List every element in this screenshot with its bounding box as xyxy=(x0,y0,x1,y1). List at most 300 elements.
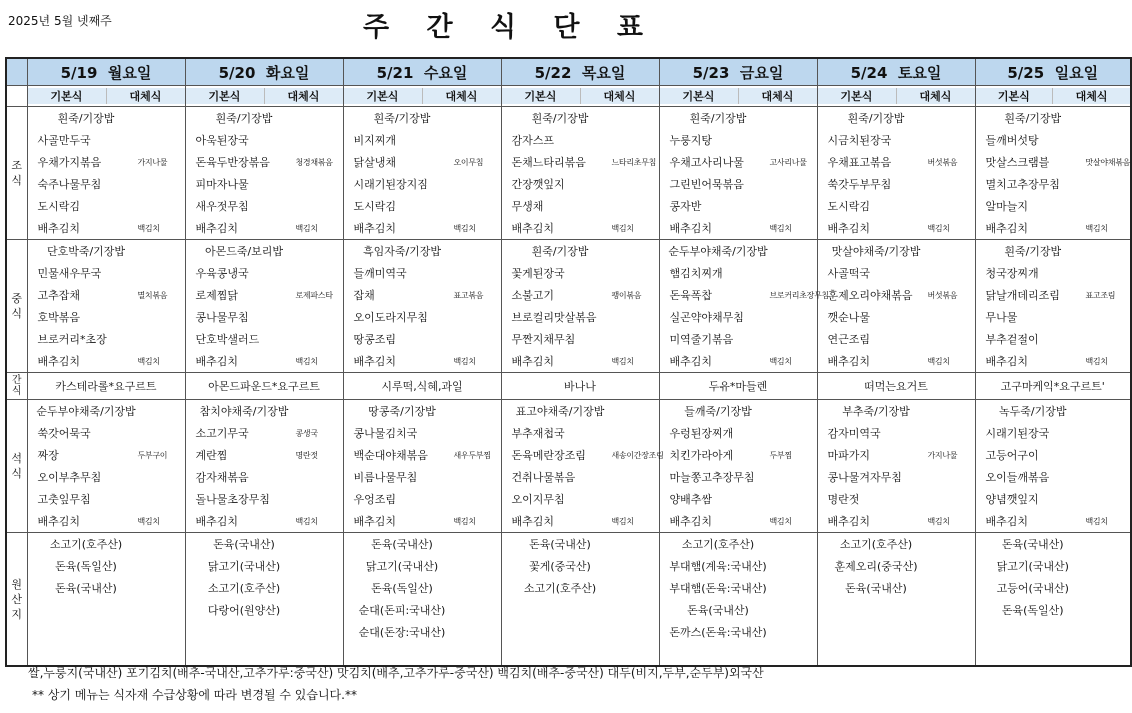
menu-cell xyxy=(659,306,817,328)
basic-dish: 돈채느타리볶음 xyxy=(511,156,586,169)
alt-dish: 두부구이 xyxy=(137,450,168,460)
menu-cell xyxy=(659,328,817,350)
basic-label: 기본식 xyxy=(818,88,896,104)
basic-dish: 연근조림 xyxy=(827,333,871,346)
basic-dish: 콩자반 xyxy=(669,200,702,213)
basic-label: 기본식 xyxy=(28,88,106,104)
origin-cell xyxy=(817,577,975,599)
porridge-item: 순두부야채죽/기장밥 xyxy=(36,405,136,418)
menu-cell xyxy=(185,510,343,533)
menu-cell xyxy=(501,217,659,240)
menu-cell xyxy=(185,306,343,328)
alt-dish: 콩생국 xyxy=(295,428,318,438)
origin-cell xyxy=(343,599,501,621)
menu-cell xyxy=(975,262,1131,284)
basic-dish: 도시락김 xyxy=(827,200,871,213)
origin-cell xyxy=(27,577,185,599)
date-header xyxy=(659,58,817,86)
basic-dish: 오이부추무침 xyxy=(37,471,102,484)
menu-cell xyxy=(27,444,185,466)
origin-cell xyxy=(659,621,817,643)
origin-item: 부대햄(돈육:국내산) xyxy=(669,582,767,595)
menu-cell xyxy=(343,240,501,263)
menu-cell xyxy=(975,173,1131,195)
origin-cell xyxy=(975,599,1131,621)
origin-row xyxy=(6,533,1131,556)
menu-type-header xyxy=(501,86,659,107)
menu-cell xyxy=(185,488,343,510)
basic-dish: 고추잡채 xyxy=(37,289,81,302)
menu-cell xyxy=(975,422,1131,444)
alt-dish: 명란젓 xyxy=(295,450,318,460)
origin-cell xyxy=(343,533,501,556)
alt-dish: 오이무침 xyxy=(453,157,484,167)
snack-item: 아몬드파운드*요구르트 xyxy=(208,380,320,393)
porridge-item: 흰죽/기장밥 xyxy=(57,112,115,125)
alt-dish: 팽이볶음 xyxy=(611,290,642,300)
menu-cell xyxy=(343,400,501,423)
menu-cell xyxy=(185,173,343,195)
basic-dish: 배추김치 xyxy=(353,355,397,368)
menu-cell xyxy=(817,217,975,240)
basic-dish: 우육콩냉국 xyxy=(195,267,249,280)
menu-cell xyxy=(817,400,975,423)
snack-cell xyxy=(501,373,659,400)
menu-cell xyxy=(185,400,343,423)
section-label: 원산지 xyxy=(11,577,23,621)
basic-dish: 꽃게된장국 xyxy=(511,267,565,280)
date: 5/21 xyxy=(376,63,414,82)
basic-dish: 시금치된장국 xyxy=(827,134,892,147)
porridge-item: 흑임자죽/기장밥 xyxy=(362,245,442,258)
menu-cell xyxy=(817,444,975,466)
basic-dish: 새우젓무침 xyxy=(195,200,249,213)
menu-cell xyxy=(975,240,1131,263)
origin-item: 돈까스(돈육:국내산) xyxy=(669,626,767,639)
alt-dish: 버섯볶음 xyxy=(927,157,958,167)
snack-cell xyxy=(659,373,817,400)
menu-cell xyxy=(185,444,343,466)
origin-item: 돈육(독일산) xyxy=(1001,604,1064,617)
alt-dish: 백김치 xyxy=(769,516,792,526)
alt-dish: 백김치 xyxy=(295,223,318,233)
basic-dish: 땅콩조림 xyxy=(353,333,397,346)
basic-label: 기본식 xyxy=(660,88,738,104)
alt-dish: 백김치 xyxy=(453,356,476,366)
alt-label: 대체식 xyxy=(422,88,501,104)
menu-type-header xyxy=(27,86,185,107)
porridge-item: 맛살야채죽/기장밥 xyxy=(831,245,921,258)
weekly-menu-table xyxy=(5,57,1132,667)
origin-cell xyxy=(185,577,343,599)
date: 5/22 xyxy=(534,63,572,82)
origin-row xyxy=(6,621,1131,643)
origin-item: 닭고기(국내산) xyxy=(365,560,439,573)
menu-cell xyxy=(501,240,659,263)
breakfast-dish-row xyxy=(6,173,1131,195)
basic-dish: 배추김치 xyxy=(827,222,871,235)
origin-item: 부대햄(계육:국내산) xyxy=(669,560,767,573)
alt-dish: 멸치볶음 xyxy=(137,290,168,300)
alt-label: 대체식 xyxy=(738,88,817,104)
origin-cell xyxy=(817,621,975,643)
basic-dish: 숙주나물무침 xyxy=(37,178,102,191)
basic-dish: 양배추쌈 xyxy=(669,493,713,506)
basic-dish: 단호박샐러드 xyxy=(195,333,260,346)
menu-cell xyxy=(343,151,501,173)
dinner-dish-row xyxy=(6,422,1131,444)
origin-cell xyxy=(501,577,659,599)
snack-item: 카스테라롤*요구르트 xyxy=(55,380,157,393)
alt-dish: 백김치 xyxy=(1085,223,1108,233)
alt-dish: 백김치 xyxy=(295,356,318,366)
alt-dish: 백김치 xyxy=(137,223,160,233)
menu-type-header xyxy=(185,86,343,107)
menu-cell xyxy=(975,217,1131,240)
basic-dish: 배추김치 xyxy=(827,355,871,368)
origin-cell xyxy=(501,621,659,643)
basic-dish: 시래기된장지짐 xyxy=(353,178,428,191)
menu-cell xyxy=(185,328,343,350)
menu-cell xyxy=(501,107,659,130)
menu-cell xyxy=(185,422,343,444)
snack-item: 고구마케익*요구르트' xyxy=(1000,380,1105,393)
menu-cell xyxy=(501,306,659,328)
origin-cell xyxy=(185,621,343,643)
basic-dish: 소고기무국 xyxy=(195,427,249,440)
menu-cell xyxy=(343,262,501,284)
menu-cell xyxy=(27,173,185,195)
alt-dish: 백김치 xyxy=(453,223,476,233)
weekday: 목요일 xyxy=(581,63,626,82)
menu-cell xyxy=(501,444,664,466)
menu-cell xyxy=(817,240,975,263)
basic-dish: 소불고기 xyxy=(511,289,555,302)
origin-cell xyxy=(817,643,975,666)
porridge-item: 흰죽/기장밥 xyxy=(531,245,589,258)
menu-type-row xyxy=(6,86,1131,107)
dinner-porridge-row xyxy=(6,400,1131,423)
origin-cell xyxy=(659,533,817,556)
menu-cell xyxy=(27,350,185,373)
origin-item: 돈육(국내산) xyxy=(529,538,591,551)
basic-dish: 부추겉절이 xyxy=(985,333,1039,346)
week-label: 2025년 5월 넷째주 xyxy=(8,14,112,28)
menu-cell xyxy=(975,284,1131,306)
basic-dish: 피마자나물 xyxy=(195,178,249,191)
menu-cell xyxy=(343,510,501,533)
basic-dish: 우채고사리나물 xyxy=(669,156,744,169)
origin-item: 돈육(독일산) xyxy=(55,560,117,573)
menu-cell xyxy=(501,129,659,151)
basic-dish: 배추김치 xyxy=(669,355,713,368)
origin-cell xyxy=(817,533,975,556)
section-label: 중식 xyxy=(11,292,23,320)
menu-cell xyxy=(343,284,501,306)
menu-cell xyxy=(27,328,185,350)
basic-dish: 배추김치 xyxy=(985,222,1029,235)
corner-cell xyxy=(6,58,27,86)
origin-item: 소고기(호주산) xyxy=(207,582,281,595)
menu-cell xyxy=(343,350,501,373)
origin-item: 소고기(호주산) xyxy=(49,538,123,551)
basic-dish: 들깨버섯탕 xyxy=(985,134,1039,147)
porridge-item: 흰죽/기장밥 xyxy=(689,112,747,125)
basic-dish: 미역줄기볶음 xyxy=(669,333,734,346)
alt-dish: 로제파스타 xyxy=(295,290,333,300)
porridge-item: 땅콩죽/기장밥 xyxy=(368,405,436,418)
origin-row xyxy=(6,599,1131,621)
lunch-section-label xyxy=(6,240,27,373)
snack-section-label xyxy=(6,373,27,400)
basic-dish: 우채표고볶음 xyxy=(827,156,892,169)
basic-dish: 알마늘지 xyxy=(985,200,1029,213)
basic-dish: 돈육메란장조림 xyxy=(511,449,586,462)
menu-cell xyxy=(185,350,343,373)
alt-label: 대체식 xyxy=(264,88,343,104)
basic-dish: 브로커리*초장 xyxy=(37,333,107,346)
basic-dish: 짜장 xyxy=(37,449,59,462)
breakfast-dish-row xyxy=(6,151,1131,173)
basic-dish: 고등어구이 xyxy=(985,449,1039,462)
origin-cell xyxy=(501,533,659,556)
origin-cell xyxy=(659,599,817,621)
menu-cell xyxy=(185,240,343,263)
menu-cell xyxy=(185,151,343,173)
menu-cell xyxy=(27,107,185,130)
menu-cell xyxy=(343,173,501,195)
breakfast-porridge-row xyxy=(6,107,1131,130)
origin-item: 돈육(국내산) xyxy=(55,582,117,595)
origin-note: 쌀,누룽지(국내산) 포기김치(배추-국내산,고추가루:중국산) 맛김치(배추,고추가루-중국산) 백김치(배추-중국산) 대두(비지,두부,순두부)외국산 xyxy=(28,666,764,680)
menu-cell xyxy=(817,350,975,373)
porridge-item: 흰죽/기장밥 xyxy=(847,112,905,125)
weekday: 화요일 xyxy=(265,63,310,82)
menu-cell xyxy=(501,328,659,350)
basic-dish: 건취나물볶음 xyxy=(511,471,576,484)
porridge-item: 순두부야채죽/기장밥 xyxy=(668,245,768,258)
basic-dish: 닭날개데리조림 xyxy=(985,289,1060,302)
date-header xyxy=(975,58,1131,86)
origin-cell xyxy=(975,533,1131,556)
dinner-section-label xyxy=(6,400,27,533)
alt-dish: 느타리초무침 xyxy=(611,157,657,167)
origin-item: 돈육(국내산) xyxy=(1001,538,1064,551)
menu-type-header xyxy=(343,86,501,107)
menu-cell xyxy=(501,173,659,195)
origin-row xyxy=(6,555,1131,577)
porridge-item: 흰죽/기장밥 xyxy=(531,112,589,125)
snack-row xyxy=(6,373,1131,400)
menu-cell xyxy=(659,262,817,284)
basic-dish: 배추김치 xyxy=(195,515,239,528)
basic-dish: 콩나물무침 xyxy=(195,311,249,324)
basic-dish: 배추김치 xyxy=(353,222,397,235)
menu-cell xyxy=(501,422,659,444)
menu-cell xyxy=(501,284,659,306)
porridge-item: 흰죽/기장밥 xyxy=(373,112,431,125)
breakfast-section-label xyxy=(6,107,27,240)
menu-cell xyxy=(27,488,185,510)
basic-dish: 쑥갓두부무침 xyxy=(827,178,892,191)
alt-dish: 백김치 xyxy=(1085,356,1108,366)
basic-dish: 배추김치 xyxy=(985,355,1029,368)
origin-cell xyxy=(185,643,343,666)
menu-cell xyxy=(659,173,817,195)
basic-dish: 우렁된장찌개 xyxy=(669,427,734,440)
menu-cell xyxy=(27,129,185,151)
origin-row xyxy=(6,643,1131,666)
alt-dish: 고사리나물 xyxy=(769,157,807,167)
menu-cell xyxy=(975,328,1131,350)
menu-cell xyxy=(501,400,659,423)
date: 5/19 xyxy=(60,63,98,82)
snack-cell xyxy=(343,373,501,400)
origin-cell xyxy=(27,533,185,556)
basic-dish: 비름나물무침 xyxy=(353,471,418,484)
basic-dish: 돈육폭찹 xyxy=(669,289,713,302)
menu-cell xyxy=(817,466,975,488)
basic-dish: 치킨가라아게 xyxy=(669,449,734,462)
alt-dish: 청경채볶음 xyxy=(295,157,333,167)
snack-cell xyxy=(185,373,343,400)
alt-dish: 백김치 xyxy=(611,223,634,233)
date: 5/25 xyxy=(1007,63,1045,82)
origin-cell xyxy=(185,599,343,621)
menu-cell xyxy=(343,488,501,510)
alt-dish: 맛살야채볶음 xyxy=(1085,157,1131,167)
alt-dish: 백김치 xyxy=(927,356,950,366)
alt-dish: 백김치 xyxy=(927,516,950,526)
menu-cell xyxy=(659,466,817,488)
menu-cell xyxy=(817,328,975,350)
lunch-dish-row xyxy=(6,328,1131,350)
menu-cell xyxy=(185,129,343,151)
menu-cell xyxy=(817,107,975,130)
menu-type-header xyxy=(975,86,1131,107)
menu-cell xyxy=(501,510,659,533)
origin-row xyxy=(6,577,1131,599)
menu-cell xyxy=(343,328,501,350)
menu-cell xyxy=(659,350,817,373)
basic-dish: 오이들깨볶음 xyxy=(985,471,1050,484)
origin-item: 소고기(호주산) xyxy=(839,538,913,551)
origin-cell xyxy=(343,643,501,666)
basic-dish: 배추김치 xyxy=(511,355,555,368)
origin-cell xyxy=(501,555,659,577)
alt-dish: 버섯볶음 xyxy=(927,290,958,300)
basic-dish: 오이지무침 xyxy=(511,493,565,506)
basic-dish: 배추김치 xyxy=(669,222,713,235)
alt-label: 대체식 xyxy=(580,88,659,104)
menu-cell xyxy=(501,195,659,217)
menu-cell xyxy=(659,151,817,173)
menu-type-header xyxy=(817,86,975,107)
snack-item: 두유*마들렌 xyxy=(708,380,768,393)
menu-cell xyxy=(27,262,185,284)
basic-dish: 배추김치 xyxy=(195,355,239,368)
origin-cell xyxy=(975,643,1131,666)
section-label: 석식 xyxy=(11,452,23,480)
origin-item: 순대(돈장:국내산) xyxy=(358,626,446,639)
dinner-dish-row xyxy=(6,488,1131,510)
menu-cell xyxy=(501,466,659,488)
menu-cell xyxy=(817,262,975,284)
basic-dish: 배추김치 xyxy=(37,222,81,235)
basic-dish: 무짠지채무침 xyxy=(511,333,576,346)
basic-dish: 배추김치 xyxy=(511,515,555,528)
basic-label: 기본식 xyxy=(344,88,422,104)
alt-dish: 백김치 xyxy=(611,356,634,366)
origin-item: 소고기(호주산) xyxy=(523,582,597,595)
origin-item: 돈육(국내산) xyxy=(371,538,433,551)
date: 5/24 xyxy=(850,63,888,82)
menu-cell xyxy=(659,240,817,263)
menu-cell xyxy=(27,422,185,444)
menu-cell xyxy=(659,444,817,466)
porridge-item: 흰죽/기장밥 xyxy=(1004,112,1062,125)
menu-cell xyxy=(343,422,501,444)
basic-dish: 배추김치 xyxy=(669,515,713,528)
porridge-item: 단호박죽/기장밥 xyxy=(46,245,126,258)
menu-cell xyxy=(185,217,343,240)
menu-cell xyxy=(817,488,975,510)
alt-dish: 가지나물 xyxy=(927,450,958,460)
basic-dish: 마늘쫑고추장무침 xyxy=(669,471,755,484)
menu-cell xyxy=(975,444,1131,466)
weekday: 월요일 xyxy=(107,63,152,82)
origin-item: 닭고기(국내산) xyxy=(996,560,1069,573)
origin-item: 훈제오리(중국산) xyxy=(834,560,918,573)
alt-dish: 두부찜 xyxy=(769,450,792,460)
menu-cell xyxy=(975,107,1131,130)
basic-dish: 감자미역국 xyxy=(827,427,881,440)
basic-label: 기본식 xyxy=(976,88,1053,104)
basic-dish: 오이도라지무침 xyxy=(353,311,428,324)
basic-dish: 비지찌개 xyxy=(353,134,397,147)
alt-dish: 표고볶음 xyxy=(453,290,484,300)
menu-cell xyxy=(817,284,975,306)
basic-dish: 부추재첩국 xyxy=(511,427,565,440)
origin-cell xyxy=(817,599,975,621)
date-header xyxy=(343,58,501,86)
menu-type-header xyxy=(659,86,817,107)
porridge-item: 녹두죽/기장밥 xyxy=(999,405,1067,418)
origin-item: 다랑어(원양산) xyxy=(207,604,281,617)
basic-dish: 고춧잎무침 xyxy=(37,493,91,506)
porridge-item: 표고야채죽/기장밥 xyxy=(515,405,605,418)
basic-dish: 깻순나물 xyxy=(827,311,871,324)
alt-dish: 백김치 xyxy=(769,356,792,366)
porridge-item: 아몬드죽/보리밥 xyxy=(204,245,284,258)
alt-dish: 표고조림 xyxy=(1085,290,1116,300)
menu-cell xyxy=(975,151,1131,173)
alt-dish: 가지나물 xyxy=(137,157,168,167)
origin-item: 고등어(국내산) xyxy=(996,582,1069,595)
snack-item: 떠먹는요거트 xyxy=(864,380,928,393)
menu-cell xyxy=(343,466,501,488)
menu-cell xyxy=(185,284,343,306)
basic-dish: 무나물 xyxy=(985,311,1018,324)
date-header-row xyxy=(6,58,1131,86)
basic-dish: 배추김치 xyxy=(511,222,555,235)
basic-dish: 배추김치 xyxy=(985,515,1029,528)
basic-dish: 배추김치 xyxy=(37,515,81,528)
alt-dish: 백김치 xyxy=(1085,516,1108,526)
origin-cell xyxy=(27,599,185,621)
lunch-dish-row xyxy=(6,306,1131,328)
porridge-item: 흰죽/기장밥 xyxy=(215,112,273,125)
